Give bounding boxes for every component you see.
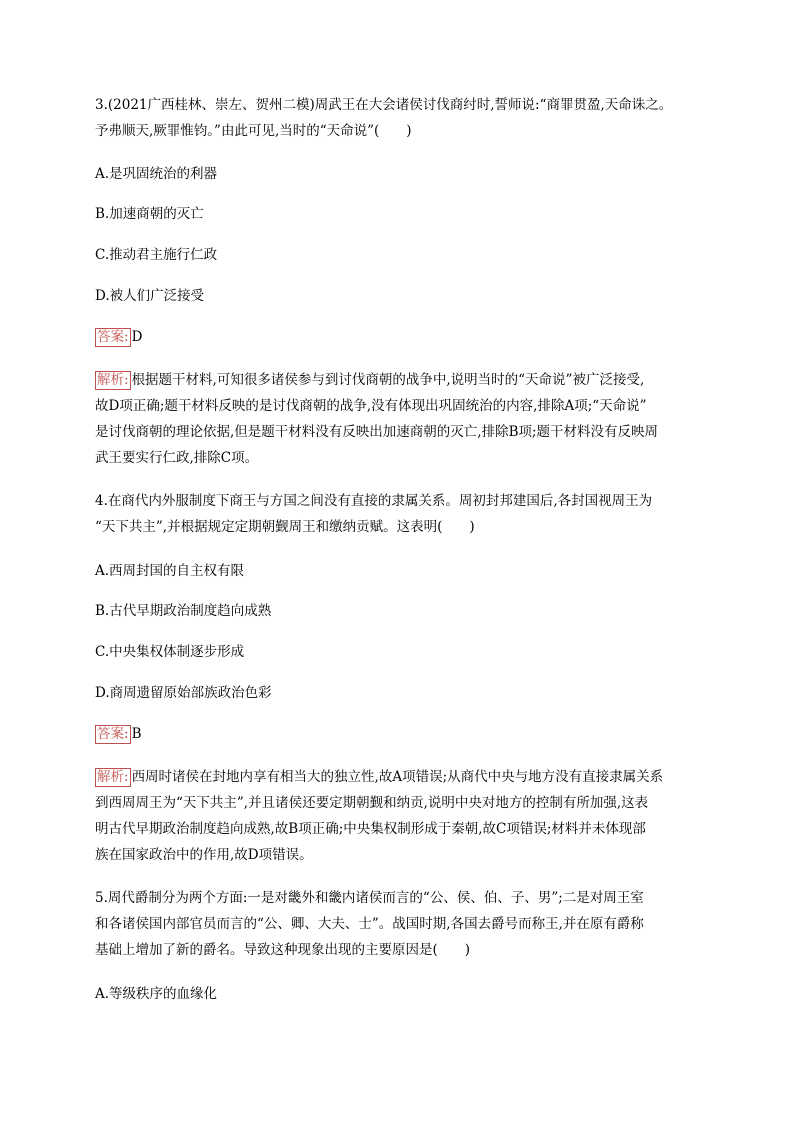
- analysis-tag: 解析:: [97, 372, 129, 388]
- analysis-text: 根据题干材料,可知很多诸侯参与到讨伐商朝的战争中,说明当时的“天命说”被广泛接受,: [131, 372, 645, 388]
- q5-option-a: A.等级秩序的血缘化: [95, 986, 218, 1002]
- q3-answer: [95, 327, 142, 347]
- q4-analysis-line-3: 明古代早期政治制度趋向成熟,故B项正确;中央集权制形成于秦朝,故C项错误;材料并未体现部: [95, 821, 646, 837]
- q3-stem-line-1: 3.(2021广西桂林、崇左、贺州二模)周武王在大会诸侯讨伐商纣时,誓师说:“商罪贯盈,天命诛之。: [95, 97, 673, 113]
- q3-option-b: B.加速商朝的灭亡: [95, 206, 204, 222]
- analysis-tag: 解析:: [97, 769, 129, 785]
- answer-value: D: [131, 329, 143, 345]
- q3-analysis-line-2: 故D项正确;题干材料反映的是讨伐商朝的战争,没有体现出巩固统治的内容,排除A项;“天命说”: [95, 398, 647, 414]
- q4-answer: [95, 724, 141, 744]
- q3-analysis-line-4: 武王要实行仁政,排除C项。: [95, 450, 259, 466]
- q3-option-d: D.被人们广泛接受: [95, 288, 205, 304]
- q4-option-a: A.西周封国的自主权有限: [95, 563, 245, 579]
- q4-option-b: B.古代早期政治制度趋向成熟: [95, 603, 272, 619]
- q4-analysis-line-1: [95, 767, 663, 787]
- answer-value: B: [131, 726, 142, 742]
- q4-analysis-line-4: 族在国家政治中的作用,故D项错误。: [95, 847, 313, 863]
- q5-stem-line-3: 基础上增加了新的爵名。导致这种现象出现的主要原因是( ): [95, 942, 471, 958]
- q3-analysis-line-1: [95, 370, 644, 390]
- q5-stem-line-2: 和各诸侯国内部官员而言的“公、卿、大夫、士”。战国时期,各国去爵号而称王,并在原有爵称: [95, 916, 644, 932]
- q4-stem-line-1: 4.在商代内外服制度下商王与方国之间没有直接的隶属关系。周初封邦建国后,各封国视周王为: [95, 493, 653, 509]
- q3-stem-line-2: 予弗顺天,厥罪惟钧。”由此可见,当时的“天命说”( ): [95, 123, 412, 139]
- q3-option-c: C.推动君主施行仁政: [95, 247, 218, 263]
- q4-stem-line-2: “天下共主”,并根据规定定期朝觐周王和缴纳贡赋。这表明( ): [95, 519, 475, 535]
- q3-analysis-line-3: 是讨伐商朝的理论依据,但是题干材料没有反映出加速商朝的灭亡,排除B项;题干材料没有反映周: [95, 424, 659, 440]
- answer-tag: 答案:: [97, 329, 129, 345]
- q4-option-c: C.中央集权体制逐步形成: [95, 644, 245, 660]
- q4-analysis-line-2: 到西周周王为“天下共主”,并且诸侯还要定期朝觐和纳贡,说明中央对地方的控制有所加强,这表: [95, 795, 649, 811]
- q4-option-d: D.商周遗留原始部族政治色彩: [95, 685, 272, 701]
- q3-option-a: A.是巩固统治的利器: [95, 166, 218, 182]
- answer-tag: 答案:: [97, 726, 129, 742]
- q5-stem-line-1: 5.周代爵制分为两个方面:一是对畿外和畿内诸侯而言的“公、侯、伯、子、男”;二是对周王室: [95, 890, 644, 906]
- analysis-text: 西周时诸侯在封地内享有相当大的独立性,故A项错误;从商代中央与地方没有直接隶属关系: [131, 769, 664, 785]
